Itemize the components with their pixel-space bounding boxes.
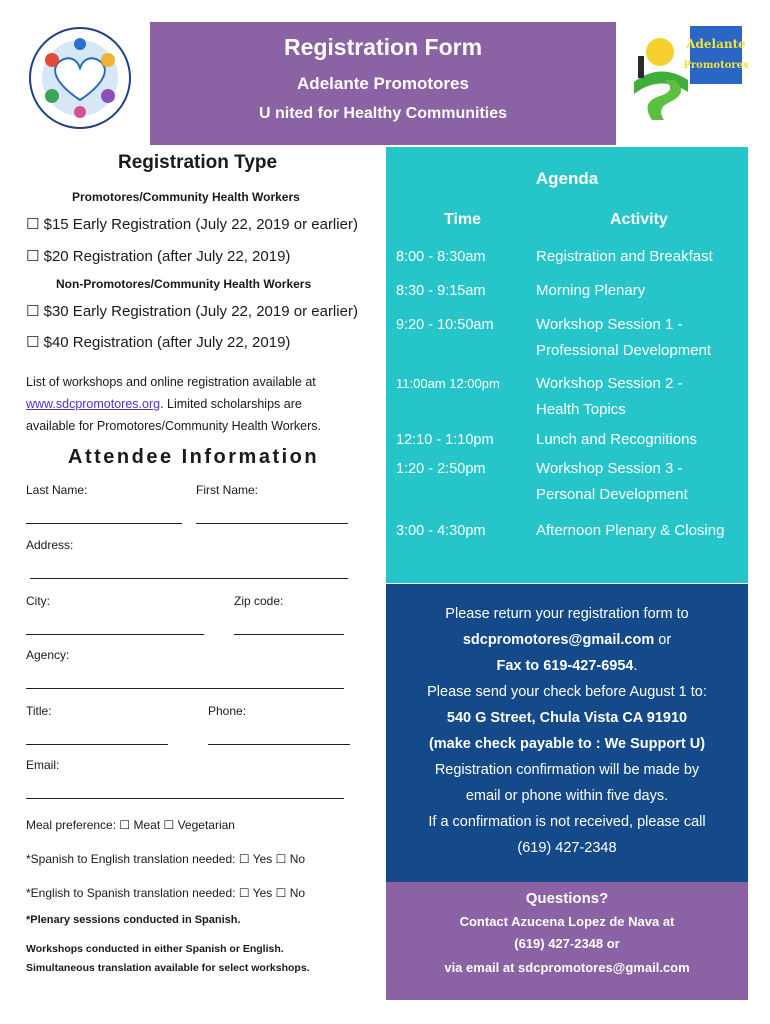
option-15-early[interactable]: ☐ $15 Early Registration (July 22, 2019 or earlier) [26, 216, 358, 233]
info-text-2: . Limited scholarships are [160, 397, 302, 411]
return-text: Please return your registration form to [445, 606, 689, 622]
attendee-heading: Attendee Information [68, 446, 320, 468]
header-banner [150, 22, 616, 145]
agency-field[interactable] [26, 688, 344, 689]
email-field[interactable] [26, 798, 344, 799]
info-text-3: available for Promotores/Community Health Workers. [26, 419, 322, 433]
meal-preference[interactable]: Meal preference: ☐ Meat ☐ Vegetarian [26, 818, 235, 832]
plenary-note: *Plenary sessions conducted in Spanish. [26, 914, 241, 926]
return-or: or [654, 632, 672, 648]
check-deadline: Please send your check before August 1 to: [427, 684, 707, 700]
website-link[interactable]: www.sdcpromotores.org [26, 397, 161, 411]
agenda-activity: Workshop Session 2 - [536, 375, 683, 392]
agenda-title: Agenda [535, 169, 599, 188]
first-name-field[interactable] [196, 523, 348, 524]
option-40-regular[interactable]: ☐ $40 Registration (after July 22, 2019) [26, 334, 291, 351]
agenda-time: 12:10 - 1:10pm [396, 432, 494, 448]
title-label: Title: [26, 704, 52, 718]
agenda-time: 1:20 - 2:50pm [396, 461, 486, 477]
agenda-time: 9:20 - 10:50am [396, 317, 494, 333]
title-field[interactable] [26, 744, 168, 745]
agenda-activity: Morning Plenary [536, 282, 646, 299]
agenda-time: 8:30 - 9:15am [396, 283, 486, 299]
agenda-activity: Registration and Breakfast [536, 248, 713, 265]
agenda-activity: Workshop Session 1 - [536, 316, 683, 333]
workshop-info [26, 371, 371, 437]
promotores-heading: Promotores/Community Health Workers [72, 190, 300, 204]
agenda-activity: Workshop Session 3 - [536, 460, 683, 477]
address-field[interactable] [30, 578, 348, 579]
non-promotores-heading: Non-Promotores/Community Health Workers [56, 277, 312, 291]
agenda-activity-detail: Professional Development [536, 342, 712, 359]
zip-field[interactable] [234, 634, 344, 635]
agency-label: Agency: [26, 648, 70, 662]
questions-title: Questions? [525, 890, 609, 907]
return-email[interactable]: sdcpromotores@gmail.com [462, 632, 655, 648]
agenda-time: 11:00am 12:00pm [396, 376, 500, 391]
confirmation-text-2: email or phone within five days. [465, 788, 669, 804]
form-title: Registration Form [283, 34, 483, 60]
tagline: U nited for Healthy Communities [258, 105, 508, 122]
svg-text:Promotores: Promotores [683, 60, 748, 71]
agenda-time: 3:00 - 4:30pm [396, 523, 486, 539]
contact-phone: (619) 427-2348 or [514, 936, 620, 951]
info-text-1: List of workshops and online registration available at [26, 375, 316, 389]
zip-label: Zip code: [234, 594, 284, 608]
fax-line [386, 658, 748, 674]
agenda-activity-detail: Health Topics [536, 401, 626, 418]
city-field[interactable] [26, 634, 204, 635]
last-name-field[interactable] [26, 523, 182, 524]
fax-number: Fax to 619-427-6954 [496, 658, 634, 674]
coalition-logo [26, 20, 134, 138]
option-30-early[interactable]: ☐ $30 Early Registration (July 22, 2019 or earlier) [26, 303, 358, 320]
return-info-panel [386, 584, 748, 882]
contact-line: Contact Azucena Lopez de Nava at [459, 914, 675, 929]
confirmation-text: Registration confirmation will be made by [434, 762, 700, 778]
translation-note: Simultaneous translation available for select workshops. [26, 962, 310, 974]
org-name: Adelante Promotores [297, 74, 469, 93]
agenda-activity: Afternoon Plenary & Closing [536, 522, 725, 539]
last-name-label: Last Name: [26, 483, 88, 497]
phone-label: Phone: [208, 704, 247, 718]
phone-field[interactable] [208, 744, 350, 745]
workshop-note: Workshops conducted in either Spanish or English. [26, 943, 284, 955]
contact-email[interactable]: via email at sdcpromotores@gmail.com [444, 960, 690, 975]
address-label: Address: [26, 538, 74, 552]
adelante-logo [630, 22, 748, 122]
agenda-panel [386, 147, 748, 583]
spanish-to-english[interactable]: *Spanish to English translation needed: ☐ Yes ☐ No [26, 852, 306, 866]
fax-period: . [633, 658, 638, 674]
call-number: (619) 427-2348 [517, 840, 617, 856]
return-email-line [386, 632, 748, 648]
city-label: City: [26, 594, 50, 608]
time-header: Time [444, 211, 482, 228]
agenda-time: 8:00 - 8:30am [396, 249, 486, 265]
first-name-label: First Name: [196, 483, 259, 497]
english-to-spanish[interactable]: *English to Spanish translation needed: ☐ Yes ☐ No [26, 886, 306, 900]
agenda-activity-detail: Personal Development [536, 486, 688, 503]
mailing-address: 540 G Street, Chula Vista CA 91910 [446, 710, 688, 726]
option-20-regular[interactable]: ☐ $20 Registration (after July 22, 2019) [26, 248, 291, 265]
email-label: Email: [26, 758, 60, 772]
registration-type-heading: Registration Type [118, 152, 278, 173]
call-text: If a confirmation is not received, please call [428, 814, 706, 830]
agenda-activity: Lunch and Recognitions [536, 431, 697, 448]
questions-panel [386, 882, 748, 1000]
activity-header: Activity [610, 211, 668, 228]
svg-text:Adelante: Adelante [686, 37, 746, 51]
payable-note: (make check payable to : We Support U) [428, 736, 706, 752]
